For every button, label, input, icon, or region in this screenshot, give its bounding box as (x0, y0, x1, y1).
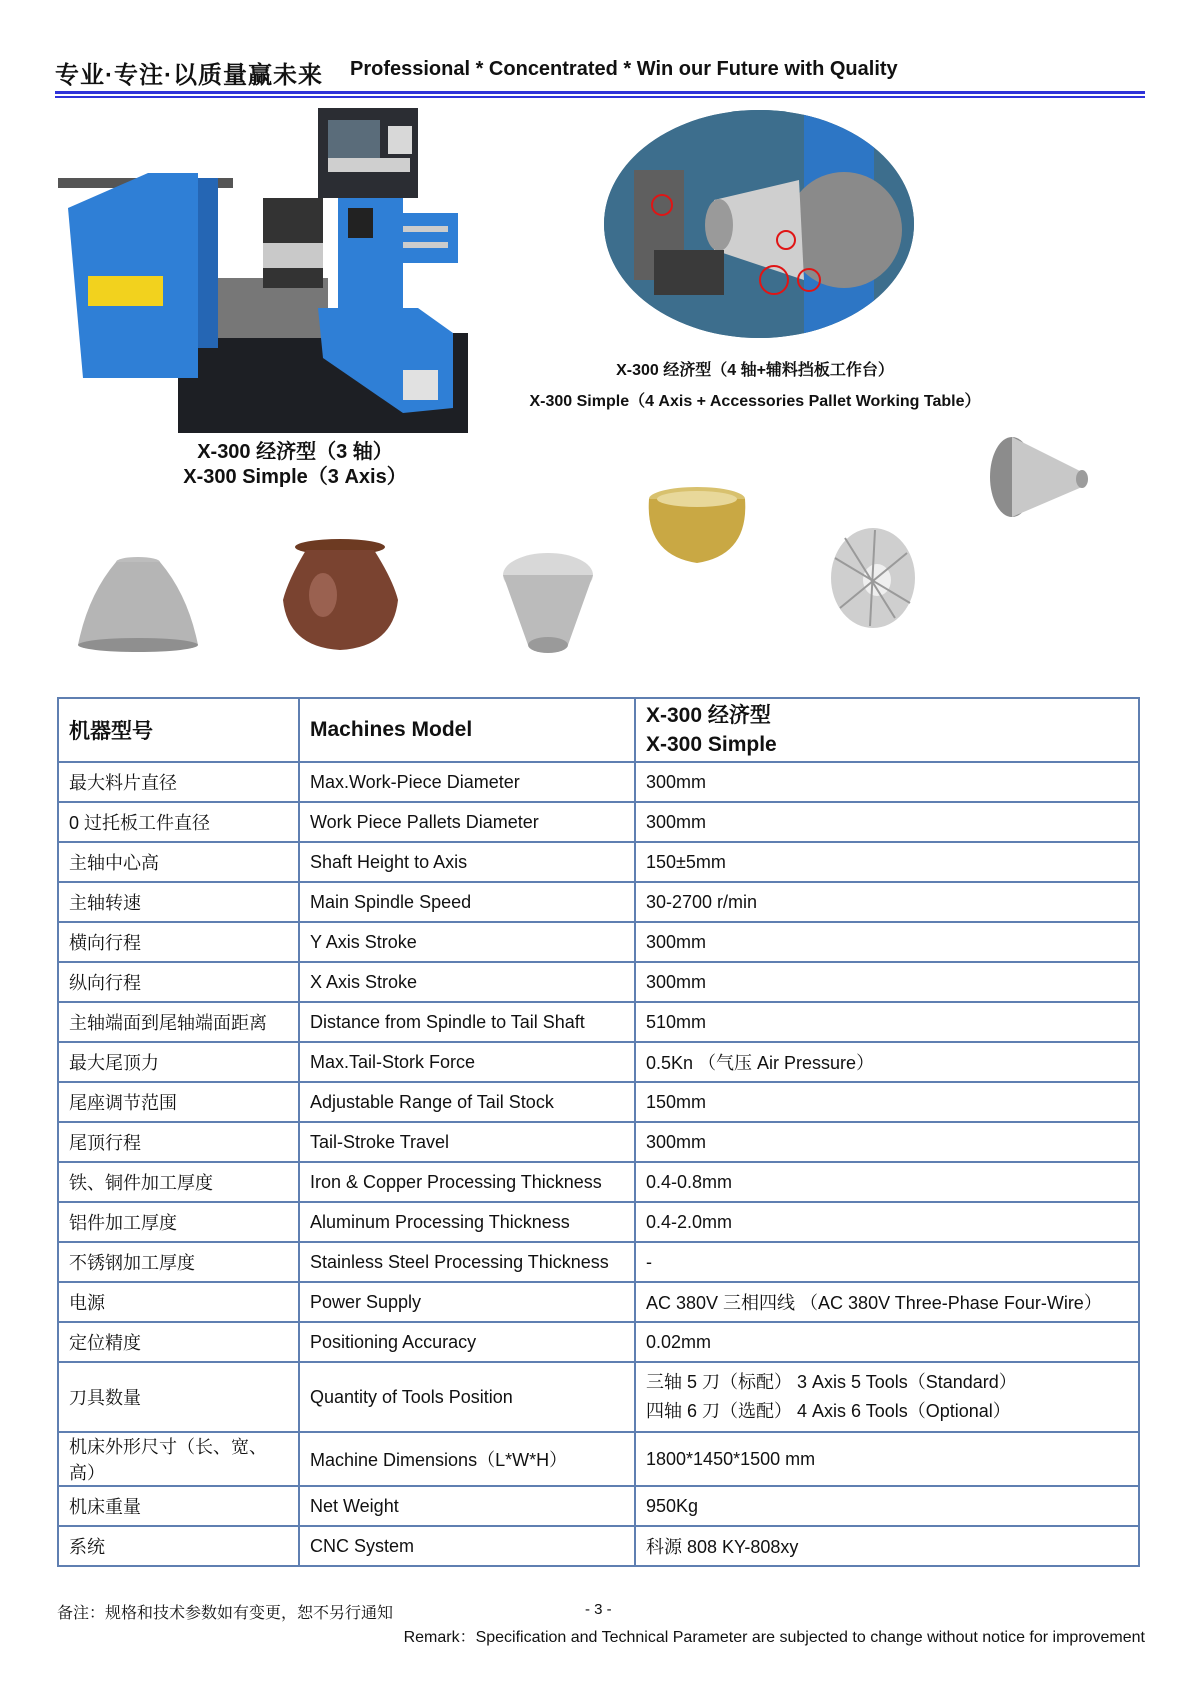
table-row (58, 1282, 1139, 1322)
row-label-cn: 尾顶行程 (58, 1122, 299, 1162)
table-row (58, 842, 1139, 882)
slogan-chinese: 专业·专注·以质量赢未来 (55, 62, 323, 89)
specification-table (57, 697, 1140, 1567)
row-value: AC 380V 三相四线 （AC 380V Three-Phase Four-Wire） (635, 1282, 1139, 1322)
machine-caption (130, 440, 460, 490)
header-cell-en: Machines Model (299, 698, 635, 762)
machine-photo (58, 108, 498, 446)
row-value: 300mm (635, 802, 1139, 842)
row-value (635, 1362, 1139, 1432)
footer-note-english: Remark：Specification and Technical Parameter are subjected to change without notice for improvement (403, 1629, 1145, 1646)
header-cell-cn: 机器型号 (58, 698, 299, 762)
row-value: 0.4-2.0mm (635, 1202, 1139, 1242)
table-row (58, 962, 1139, 1002)
row-label-en: Net Weight (299, 1486, 635, 1526)
row-label-en: Positioning Accuracy (299, 1322, 635, 1362)
tools-value-line2: 四轴 6 刀（选配） 4 Axis 6 Tools（Optional） (646, 1401, 1011, 1421)
brass-bowl-product-image (645, 485, 750, 570)
row-label-en: Adjustable Range of Tail Stock (299, 1082, 635, 1122)
row-label-cn: 系统 (58, 1526, 299, 1566)
row-value: 300mm (635, 922, 1139, 962)
row-value: 300mm (635, 962, 1139, 1002)
row-label-cn: 铝件加工厚度 (58, 1202, 299, 1242)
table-row (58, 1002, 1139, 1042)
row-label-en: Quantity of Tools Position (299, 1362, 635, 1432)
row-value: 30-2700 r/min (635, 882, 1139, 922)
row-label-cn: 主轴中心高 (58, 842, 299, 882)
table-row (58, 1082, 1139, 1122)
row-label-cn: 主轴转速 (58, 882, 299, 922)
row-label-cn: 最大尾顶力 (58, 1042, 299, 1082)
faceted-reflector-product-image (825, 518, 920, 633)
row-value: 0.5Kn （气压 Air Pressure） (635, 1042, 1139, 1082)
copper-pot-product-image (278, 535, 403, 655)
slogan-english: Professional * Concentrated * Win our Future with Quality (350, 58, 898, 80)
row-label-cn: 机床外形尺寸（长、宽、高） (58, 1432, 299, 1486)
page-number: - 3 - (585, 1601, 612, 1618)
table-row (58, 1432, 1139, 1486)
row-label-cn: 不锈钢加工厚度 (58, 1242, 299, 1282)
table-row (58, 802, 1139, 842)
page-header (55, 52, 1145, 92)
aluminum-cone-product-image (982, 432, 1097, 522)
row-label-en: Iron & Copper Processing Thickness (299, 1162, 635, 1202)
row-value: 0.4-0.8mm (635, 1162, 1139, 1202)
table-row-tools (58, 1362, 1139, 1432)
lampshade-product-image (68, 555, 208, 655)
row-value: 1800*1450*1500 mm (635, 1432, 1139, 1486)
row-label-cn: 机床重量 (58, 1486, 299, 1526)
table-row (58, 1202, 1139, 1242)
table-row (58, 1162, 1139, 1202)
row-label-en: Y Axis Stroke (299, 922, 635, 962)
row-value: 0.02mm (635, 1322, 1139, 1362)
machine-caption-en: X-300 Simple（3 Axis） (183, 466, 407, 488)
row-value: - (635, 1242, 1139, 1282)
header-rule (55, 91, 1145, 94)
table-header-row (58, 698, 1139, 762)
row-value: 510mm (635, 1002, 1139, 1042)
footer-note-chinese: 备注：规格和技术参数如有变更，恕不另行通知 (57, 1603, 394, 1622)
table-row (58, 1042, 1139, 1082)
row-label-cn: 刀具数量 (58, 1362, 299, 1432)
table-row (58, 1322, 1139, 1362)
reflector-cup-product-image (488, 550, 598, 660)
row-label-en: X Axis Stroke (299, 962, 635, 1002)
machine-caption-cn: X-300 经济型（3 轴） (197, 441, 393, 463)
row-value: 950Kg (635, 1486, 1139, 1526)
row-label-cn: 纵向行程 (58, 962, 299, 1002)
header-rule-thin (55, 96, 1145, 98)
row-label-cn: 电源 (58, 1282, 299, 1322)
row-label-en: Stainless Steel Processing Thickness (299, 1242, 635, 1282)
row-label-en: Main Spindle Speed (299, 882, 635, 922)
row-label-en: Aluminum Processing Thickness (299, 1202, 635, 1242)
row-label-en: Work Piece Pallets Diameter (299, 802, 635, 842)
header-value-line2: X-300 Simple (646, 733, 777, 756)
table-row (58, 762, 1139, 802)
row-label-en: Max.Work-Piece Diameter (299, 762, 635, 802)
row-label-cn: 尾座调节范围 (58, 1082, 299, 1122)
table-row (58, 922, 1139, 962)
row-label-cn: 最大料片直径 (58, 762, 299, 802)
row-value: 150±5mm (635, 842, 1139, 882)
row-label-en: Machine Dimensions（L*W*H） (299, 1432, 635, 1486)
tools-value-line1: 三轴 5 刀（标配） 3 Axis 5 Tools（Standard） (646, 1372, 1017, 1392)
table-row (58, 1486, 1139, 1526)
detail-photo (604, 110, 914, 338)
row-label-en: CNC System (299, 1526, 635, 1566)
detail-caption-en: X-300 Simple（4 Axis + Accessories Pallet Working Table） (529, 393, 981, 410)
detail-caption (495, 355, 1015, 417)
row-label-cn: 主轴端面到尾轴端面距离 (58, 1002, 299, 1042)
table-row (58, 882, 1139, 922)
row-label-cn: 横向行程 (58, 922, 299, 962)
row-value: 300mm (635, 762, 1139, 802)
row-value: 150mm (635, 1082, 1139, 1122)
row-label-en: Max.Tail-Stork Force (299, 1042, 635, 1082)
table-row (58, 1526, 1139, 1566)
table-row (58, 1242, 1139, 1282)
row-label-en: Shaft Height to Axis (299, 842, 635, 882)
row-label-en: Power Supply (299, 1282, 635, 1322)
row-value: 300mm (635, 1122, 1139, 1162)
row-label-cn: 铁、铜件加工厚度 (58, 1162, 299, 1202)
row-value: 科源 808 KY-808xy (635, 1526, 1139, 1566)
header-value-line1: X-300 经济型 (646, 704, 771, 727)
row-label-en: Tail-Stroke Travel (299, 1122, 635, 1162)
row-label-cn: 0 过托板工件直径 (58, 802, 299, 842)
row-label-cn: 定位精度 (58, 1322, 299, 1362)
detail-caption-cn: X-300 经济型（4 轴+辅料挡板工作台） (616, 362, 894, 379)
row-label-en: Distance from Spindle to Tail Shaft (299, 1002, 635, 1042)
header-cell-value (635, 698, 1139, 762)
table-row (58, 1122, 1139, 1162)
